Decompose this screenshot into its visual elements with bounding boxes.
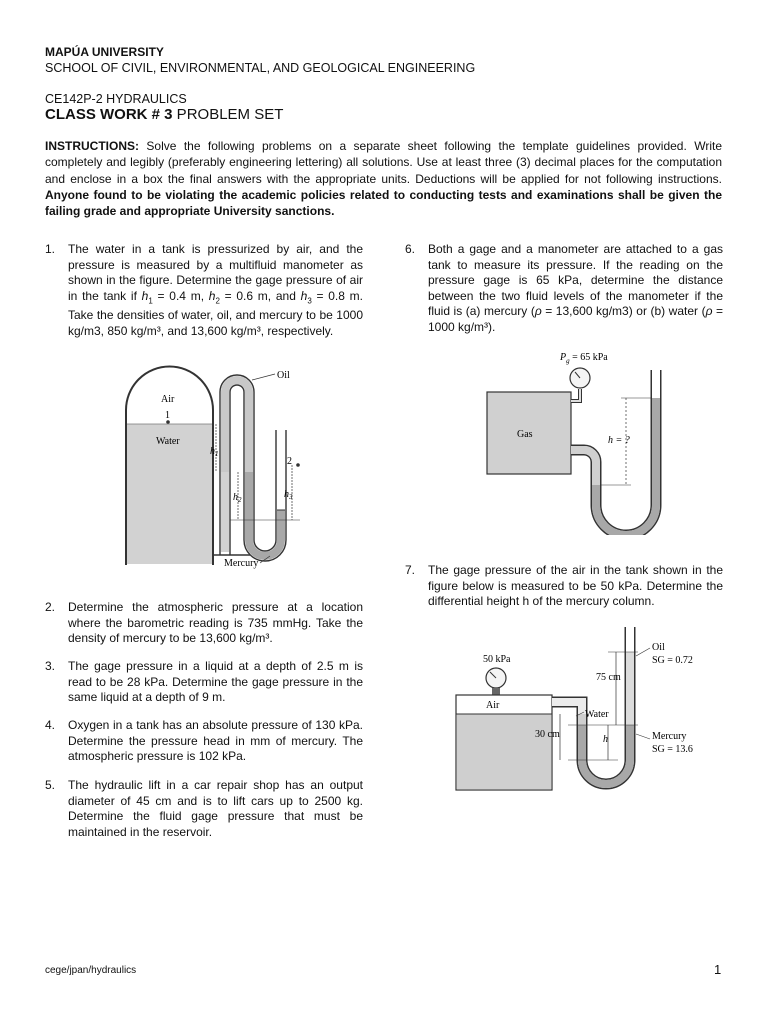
- h3-label: $h_3$: [284, 489, 293, 501]
- rho-symbol: ρ: [534, 304, 542, 318]
- tank-water: [457, 714, 551, 789]
- tube-inner: [230, 385, 244, 472]
- instructions-label: INSTRUCTIONS:: [45, 139, 139, 153]
- var-h1-sub: 1: [148, 295, 153, 305]
- problem-number: 6.: [405, 242, 416, 256]
- dim-75cm-label: 75 cm: [596, 672, 621, 683]
- var-h2: h: [208, 288, 216, 303]
- water-label: Water: [585, 709, 609, 720]
- problem-text: = 0.8 m. Take the densities of water, oil, and mercury to be 1000 kg/m3, 850 kg/m³, and 13,600 kg/m³, respectively.: [68, 288, 363, 338]
- figure-air-tank-manometer: [448, 622, 703, 794]
- problem-text: The hydraulic lift in a car repair shop has an output diameter of 45 cm and is to lift cars up to 2500 kg. Determine the fluid gage pressure that must be maintained in the reservoir.: [68, 778, 363, 839]
- oil-label: Oil: [652, 642, 665, 653]
- rho-symbol: ρ: [705, 304, 713, 318]
- mercury-leader: [636, 734, 650, 739]
- oil-label: Oil: [277, 370, 290, 381]
- h-label: h: [603, 734, 608, 745]
- mercury-sg-label: SG = 13.6: [652, 744, 693, 755]
- h2-label: $h_2$: [233, 492, 242, 504]
- air-label: Air: [161, 394, 175, 405]
- problem-2: [45, 600, 363, 647]
- problem-text: The water in a tank is pressurized by air, and the pressure is measured by a multifluid manometer as shown in the figure. Determine the gage pressure of air in the tank if: [68, 242, 363, 303]
- problem-number: 3.: [45, 659, 56, 673]
- point-2-marker: [296, 463, 300, 467]
- problem-text: = 0.6 m, and: [219, 288, 301, 303]
- course-code: CE142P-2 HYDRAULICS: [45, 92, 187, 106]
- university-name: MAPÚA UNIVERSITY: [45, 45, 164, 59]
- problem-6: [405, 242, 724, 335]
- problem-5: [45, 778, 363, 840]
- problem-4: [45, 718, 363, 765]
- school-name: SCHOOL OF CIVIL, ENVIRONMENTAL, AND GEOLOGICAL ENGINEERING: [45, 61, 476, 75]
- mercury-label: Mercury: [224, 558, 259, 569]
- title-bold: CLASS WORK # 3: [45, 106, 173, 123]
- problem-3: [45, 659, 363, 706]
- problem-7: [405, 563, 723, 610]
- problem-number: 2.: [45, 600, 56, 614]
- problem-text: = 0.4 m,: [152, 288, 209, 303]
- water-leg: [221, 472, 229, 552]
- title-rest: PROBLEM SET: [172, 106, 284, 123]
- page-title: [45, 106, 283, 123]
- gage-pipe: [571, 389, 580, 401]
- page-number: 1: [714, 962, 722, 977]
- var-h2-sub: 2: [215, 295, 220, 305]
- oil-leader: [636, 648, 650, 656]
- figure-gas-tank-manometer: [480, 345, 670, 535]
- gage-reading-label: 50 kPa: [483, 654, 511, 665]
- problem-1: [45, 242, 363, 339]
- problem-number: 5.: [45, 778, 56, 792]
- problem-number: 7.: [405, 563, 416, 577]
- oil-column: [225, 380, 249, 472]
- problem-text: The gage pressure in a liquid at a depth of 2.5 m is read to be 28 kPa. Determine the gage pressure in the same liquid at a depth of 9 m.: [68, 659, 363, 704]
- var-h1: h: [141, 288, 149, 303]
- gage-pressure-label: $P_g = 65$ kPa: [560, 352, 608, 365]
- problem-text: Both a gage and a manometer are attached to a gas tank to measure its pressure. If the reading on the pressure gage is 65 kPa, determine the distance between the two fluid levels of the manometer if the fluid is (a) mercury (: [428, 242, 723, 318]
- oil-sg-label: SG = 0.72: [652, 655, 693, 666]
- gage-stem: [492, 688, 500, 695]
- problem-text: = 13,600 kg/m3) or (b) water (: [541, 304, 706, 318]
- air-label: Air: [486, 700, 500, 711]
- problem-text: Oxygen in a tank has an absolute pressure of 130 kPa. Determine the pressure head in mm of mercury. The atmospheric pressure is 102 kPa.: [68, 718, 363, 763]
- water-label: Water: [156, 436, 180, 447]
- point-2-label: 2: [287, 456, 292, 467]
- problem-text: = 1000 kg/m³).: [428, 304, 724, 334]
- oil-leader: [252, 374, 275, 380]
- u-tube-inner: [254, 430, 276, 551]
- gas-label: Gas: [517, 429, 533, 440]
- footer-path: cege/jpan/hydraulics: [45, 965, 137, 976]
- instructions: [45, 138, 722, 219]
- var-h3-sub: 3: [307, 295, 312, 305]
- figure-multifluid-manometer: [110, 360, 325, 575]
- problem-text: The gage pressure of the air in the tank shown in the figure below is measured to be 50 kPa. Determine the differential height h of the mercury column.: [428, 563, 723, 608]
- h1-label: $h_1$: [210, 446, 219, 458]
- instructions-warning: Anyone found to be violating the academic policies related to conducting tests and examinations shall be given the failing grade and appropriate University sanctions.: [45, 187, 722, 219]
- problem-number: 4.: [45, 718, 56, 732]
- mercury-label: Mercury: [652, 731, 687, 742]
- var-h3: h: [300, 288, 308, 303]
- problem-number: 1.: [45, 242, 56, 256]
- point-1-label: 1: [165, 410, 170, 421]
- instructions-text: Solve the following problems on a separate sheet following the template guidelines provided. Write completely and legibly (preferably engineering lettering) all solutions. Use at least three (3) decimal places for the computation and enclose in a box the final answers with the appropriate units. Deductions will be applied for not following instructions.: [45, 139, 722, 186]
- h-unknown-label: h = ?: [608, 435, 630, 446]
- problem-text: Determine the atmospheric pressure at a location where the barometric reading is 735 mmHg. Take the density of mercury to be 13,600 kg/m³.: [68, 600, 363, 645]
- dim-30cm-label: 30 cm: [535, 729, 560, 740]
